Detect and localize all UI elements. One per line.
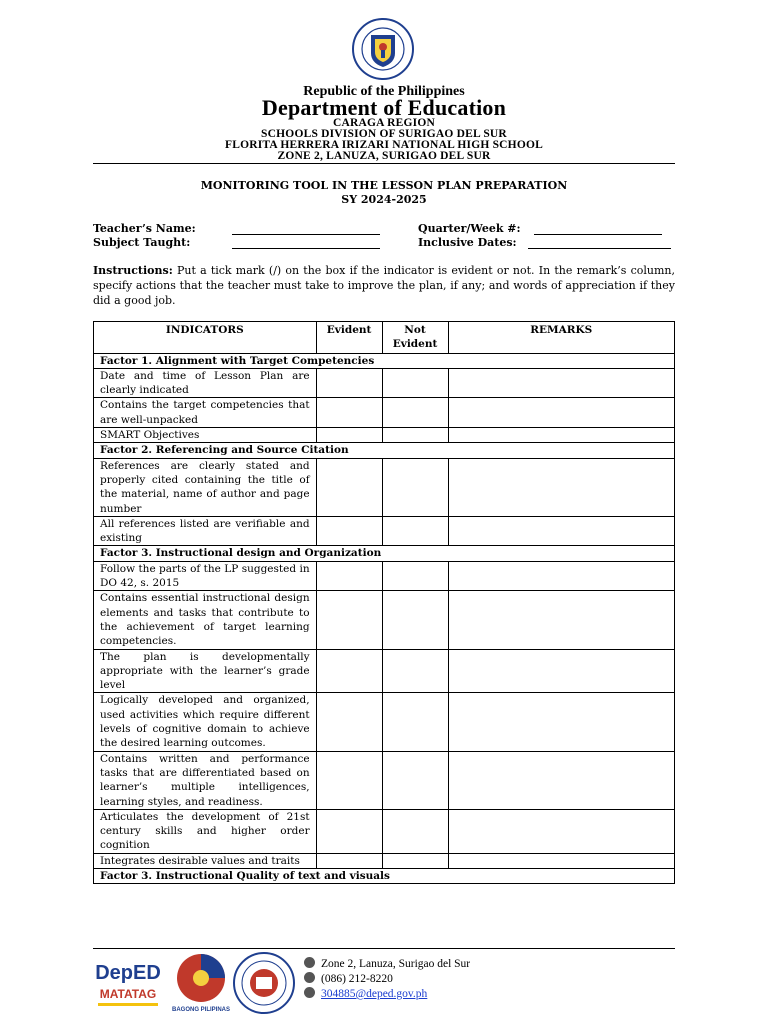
remarks-cell[interactable] — [448, 649, 675, 693]
phone-icon — [304, 972, 315, 983]
not-evident-checkbox[interactable] — [382, 398, 448, 428]
indicator-text: Contains essential instructional design elements and tasks that contribute to the achievement of target learning competencies. — [94, 591, 317, 649]
remarks-cell[interactable] — [448, 561, 675, 591]
header-not-evident: Not Evident — [382, 322, 448, 354]
remarks-cell[interactable] — [448, 853, 675, 868]
department-heading: Department of Education — [261, 95, 507, 120]
factor-row: Factor 1. Alignment with Target Competencies — [94, 353, 675, 368]
teacher-name-field[interactable] — [232, 234, 380, 235]
not-evident-checkbox[interactable] — [382, 561, 448, 591]
division-heading: SCHOOLS DIVISION OF SURIGAO DEL SUR — [261, 128, 507, 140]
not-evident-checkbox[interactable] — [382, 591, 448, 649]
instructions-paragraph — [93, 263, 675, 308]
table-row — [94, 591, 675, 649]
matatag-text: MATATAG — [99, 987, 157, 1001]
remarks-cell[interactable] — [448, 368, 675, 398]
table-row — [94, 693, 675, 751]
not-evident-checkbox[interactable] — [382, 693, 448, 751]
school-heading: FLORITA HERRERA IRIZARI NATIONAL HIGH SCHOOL — [225, 139, 543, 151]
header-evident: Evident — [316, 322, 382, 354]
indicator-text: Integrates desirable values and traits — [94, 853, 317, 868]
deped-seal-logo — [335, 17, 431, 81]
contact-address — [304, 957, 470, 970]
table-row — [94, 853, 675, 868]
indicator-text: Follow the parts of the LP suggested in DO 42, s. 2015 — [94, 561, 317, 591]
school-seal-logo — [232, 951, 296, 1015]
bagong-pilipinas-text: BAGONG PILIPINAS — [171, 1007, 231, 1013]
table-row — [94, 458, 675, 516]
bagong-pilipinas-logo — [170, 951, 232, 1013]
republic-heading: Republic of the Philippines — [303, 84, 465, 99]
factor-row: Factor 3. Instructional Quality of text and visuals — [94, 868, 675, 883]
evident-checkbox[interactable] — [316, 398, 382, 428]
evident-checkbox[interactable] — [316, 809, 382, 853]
subject-taught-label: Subject Taught: — [93, 236, 191, 249]
evident-checkbox[interactable] — [316, 591, 382, 649]
indicator-text: Date and time of Lesson Plan are clearly indicated — [94, 368, 317, 398]
remarks-cell[interactable] — [448, 809, 675, 853]
remarks-cell[interactable] — [448, 398, 675, 428]
not-evident-checkbox[interactable] — [382, 809, 448, 853]
evident-checkbox[interactable] — [316, 853, 382, 868]
region-heading: CARAGA REGION — [333, 117, 435, 129]
header-indicators: INDICATORS — [94, 322, 317, 354]
factor-row: Factor 3. Instructional design and Organization — [94, 546, 675, 561]
not-evident-checkbox[interactable] — [382, 516, 448, 546]
indicator-text: SMART Objectives — [94, 428, 317, 443]
not-evident-checkbox[interactable] — [382, 649, 448, 693]
header-divider — [93, 163, 675, 164]
deped-matatag-logo — [92, 955, 164, 1013]
phone-text: (086) 212-8220 — [321, 973, 393, 985]
inclusive-dates-field[interactable] — [528, 248, 671, 249]
remarks-cell[interactable] — [448, 458, 675, 516]
not-evident-checkbox[interactable] — [382, 458, 448, 516]
email-icon — [304, 987, 315, 998]
table-row — [94, 751, 675, 809]
indicator-text: Contains the target competencies that are well-unpacked — [94, 398, 317, 428]
remarks-cell[interactable] — [448, 516, 675, 546]
evident-checkbox[interactable] — [316, 458, 382, 516]
instructions-text: Put a tick mark (/) on the box if the indicator is evident or not. In the remark’s column, specify actions that the teacher must take to improve the plan, if any; and words of appreciation if they did a good job. — [93, 264, 675, 307]
deped-logo-text: DepED — [95, 962, 161, 984]
contact-phone — [304, 972, 393, 985]
indicator-text: Articulates the development of 21st century skills and higher order cognition — [94, 809, 317, 853]
table-row — [94, 398, 675, 428]
table-row — [94, 368, 675, 398]
indicator-text: References are clearly stated and properly cited containing the title of the material, name of author and page number — [94, 458, 317, 516]
evident-checkbox[interactable] — [316, 516, 382, 546]
factor-row: Factor 2. Referencing and Source Citation — [94, 443, 675, 458]
email-link[interactable]: 304885@deped.gov.ph — [321, 988, 428, 1000]
indicator-text: Contains written and performance tasks that are differentiated based on learner’s multiple intelligences, learning styles, and readiness. — [94, 751, 317, 809]
school-address-heading: ZONE 2, LANUZA, SURIGAO DEL SUR — [277, 150, 491, 162]
footer-divider — [93, 948, 675, 949]
not-evident-checkbox[interactable] — [382, 751, 448, 809]
remarks-cell[interactable] — [448, 693, 675, 751]
school-year: SY 2024-2025 — [341, 193, 427, 206]
header-remarks: REMARKS — [448, 322, 675, 354]
indicator-text: All references listed are verifiable and existing — [94, 516, 317, 546]
evident-checkbox[interactable] — [316, 693, 382, 751]
not-evident-checkbox[interactable] — [382, 368, 448, 398]
not-evident-checkbox[interactable] — [382, 853, 448, 868]
table-header-row — [94, 322, 675, 354]
table-row — [94, 428, 675, 443]
address-text: Zone 2, Lanuza, Surigao del Sur — [321, 958, 471, 970]
document-title: MONITORING TOOL IN THE LESSON PLAN PREPARATION — [200, 179, 568, 192]
indicator-text: The plan is developmentally appropriate with the learner’s grade level — [94, 649, 317, 693]
evident-checkbox[interactable] — [316, 649, 382, 693]
remarks-cell[interactable] — [448, 751, 675, 809]
quarter-week-field[interactable] — [534, 234, 662, 235]
table-row — [94, 649, 675, 693]
remarks-cell[interactable] — [448, 428, 675, 443]
remarks-cell[interactable] — [448, 591, 675, 649]
table-row — [94, 516, 675, 546]
monitoring-table — [93, 321, 675, 884]
evident-checkbox[interactable] — [316, 751, 382, 809]
not-evident-checkbox[interactable] — [382, 428, 448, 443]
instructions-label: Instructions: — [93, 264, 173, 277]
evident-checkbox[interactable] — [316, 561, 382, 591]
inclusive-dates-label: Inclusive Dates: — [418, 236, 517, 249]
table-row — [94, 561, 675, 591]
teacher-name-label: Teacher’s Name: — [93, 222, 196, 235]
table-row — [94, 809, 675, 853]
indicator-text: Logically developed and organized, used activities which require different levels of cognitive domain to achieve the desired learning outcomes. — [94, 693, 317, 751]
contact-email — [304, 987, 427, 1000]
quarter-week-label: Quarter/Week #: — [418, 222, 521, 235]
evident-checkbox[interactable] — [316, 428, 382, 443]
subject-taught-field[interactable] — [232, 248, 380, 249]
location-icon — [304, 957, 315, 968]
evident-checkbox[interactable] — [316, 368, 382, 398]
